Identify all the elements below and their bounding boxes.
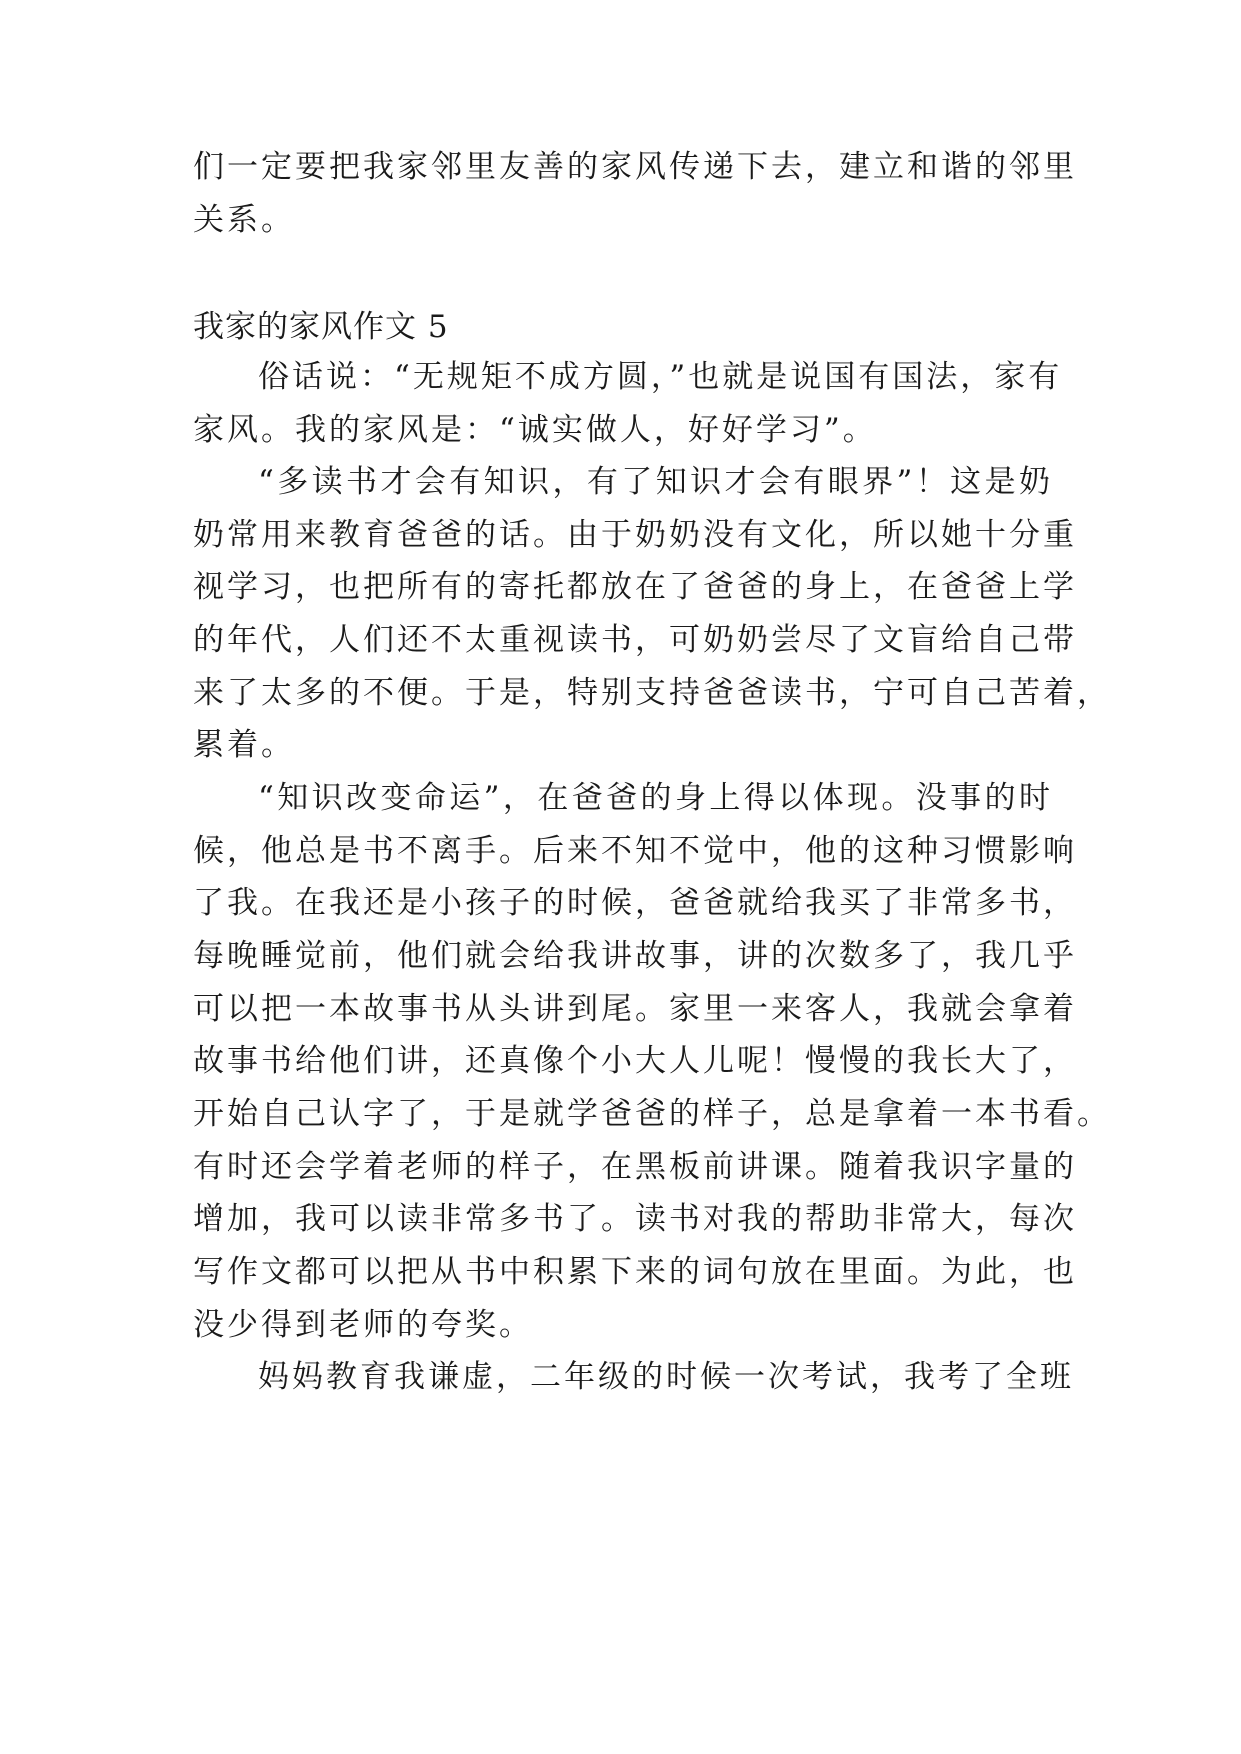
text-line: 关系。	[193, 202, 295, 238]
text-line: 了我。在我还是小孩子的时候，爸爸就给我买了非常多书，	[193, 885, 1077, 921]
text-line: 每晚睡觉前，他们就会给我讲故事，讲的次数多了，我几乎	[193, 938, 1077, 974]
text-line: 可以把一本故事书从头讲到尾。家里一来客人，我就会拿着	[193, 991, 1077, 1027]
essay-title: 我家的家风作文 5	[193, 309, 449, 345]
text-line: 来了太多的不便。于是，特别支持爸爸读书，宁可自己苦着，	[193, 675, 1111, 711]
text-line: “多读书才会有知识，有了知识才会有眼界”！这是奶	[258, 464, 1053, 500]
text-line: 写作文都可以把从书中积累下来的词句放在里面。为此，也	[193, 1254, 1077, 1290]
text-line: 故事书给他们讲，还真像个小大人儿呢！慢慢的我长大了，	[193, 1043, 1077, 1079]
text-line: 视学习，也把所有的寄托都放在了爸爸的身上，在爸爸上学	[193, 569, 1077, 605]
text-line: 的年代，人们还不太重视读书，可奶奶尝尽了文盲给自己带	[193, 622, 1077, 658]
text-line: 俗话说：“无规矩不成方圆，”也就是说国有国法，家有	[258, 359, 1063, 395]
text-line: 奶常用来教育爸爸的话。由于奶奶没有文化，所以她十分重	[193, 517, 1077, 553]
text-line: “知识改变命运”，在爸爸的身上得以体现。没事的时	[258, 780, 1053, 816]
text-line: 妈妈教育我谦虚，二年级的时候一次考试，我考了全班	[258, 1359, 1074, 1395]
text-line: 没少得到老师的夸奖。	[193, 1307, 533, 1343]
text-line: 有时还会学着老师的样子，在黑板前讲课。随着我识字量的	[193, 1149, 1077, 1185]
text-line: 增加，我可以读非常多书了。读书对我的帮助非常大，每次	[193, 1201, 1077, 1237]
text-line: 开始自己认字了，于是就学爸爸的样子，总是拿着一本书看。	[193, 1096, 1111, 1132]
text-line: 累着。	[193, 727, 295, 763]
text-line: 候，他总是书不离手。后来不知不觉中，他的这种习惯影响	[193, 833, 1077, 869]
text-line: 们一定要把我家邻里友善的家风传递下去，建立和谐的邻里	[193, 149, 1077, 185]
text-line: 家风。我的家风是：“诚实做人，好好学习”。	[193, 412, 877, 448]
